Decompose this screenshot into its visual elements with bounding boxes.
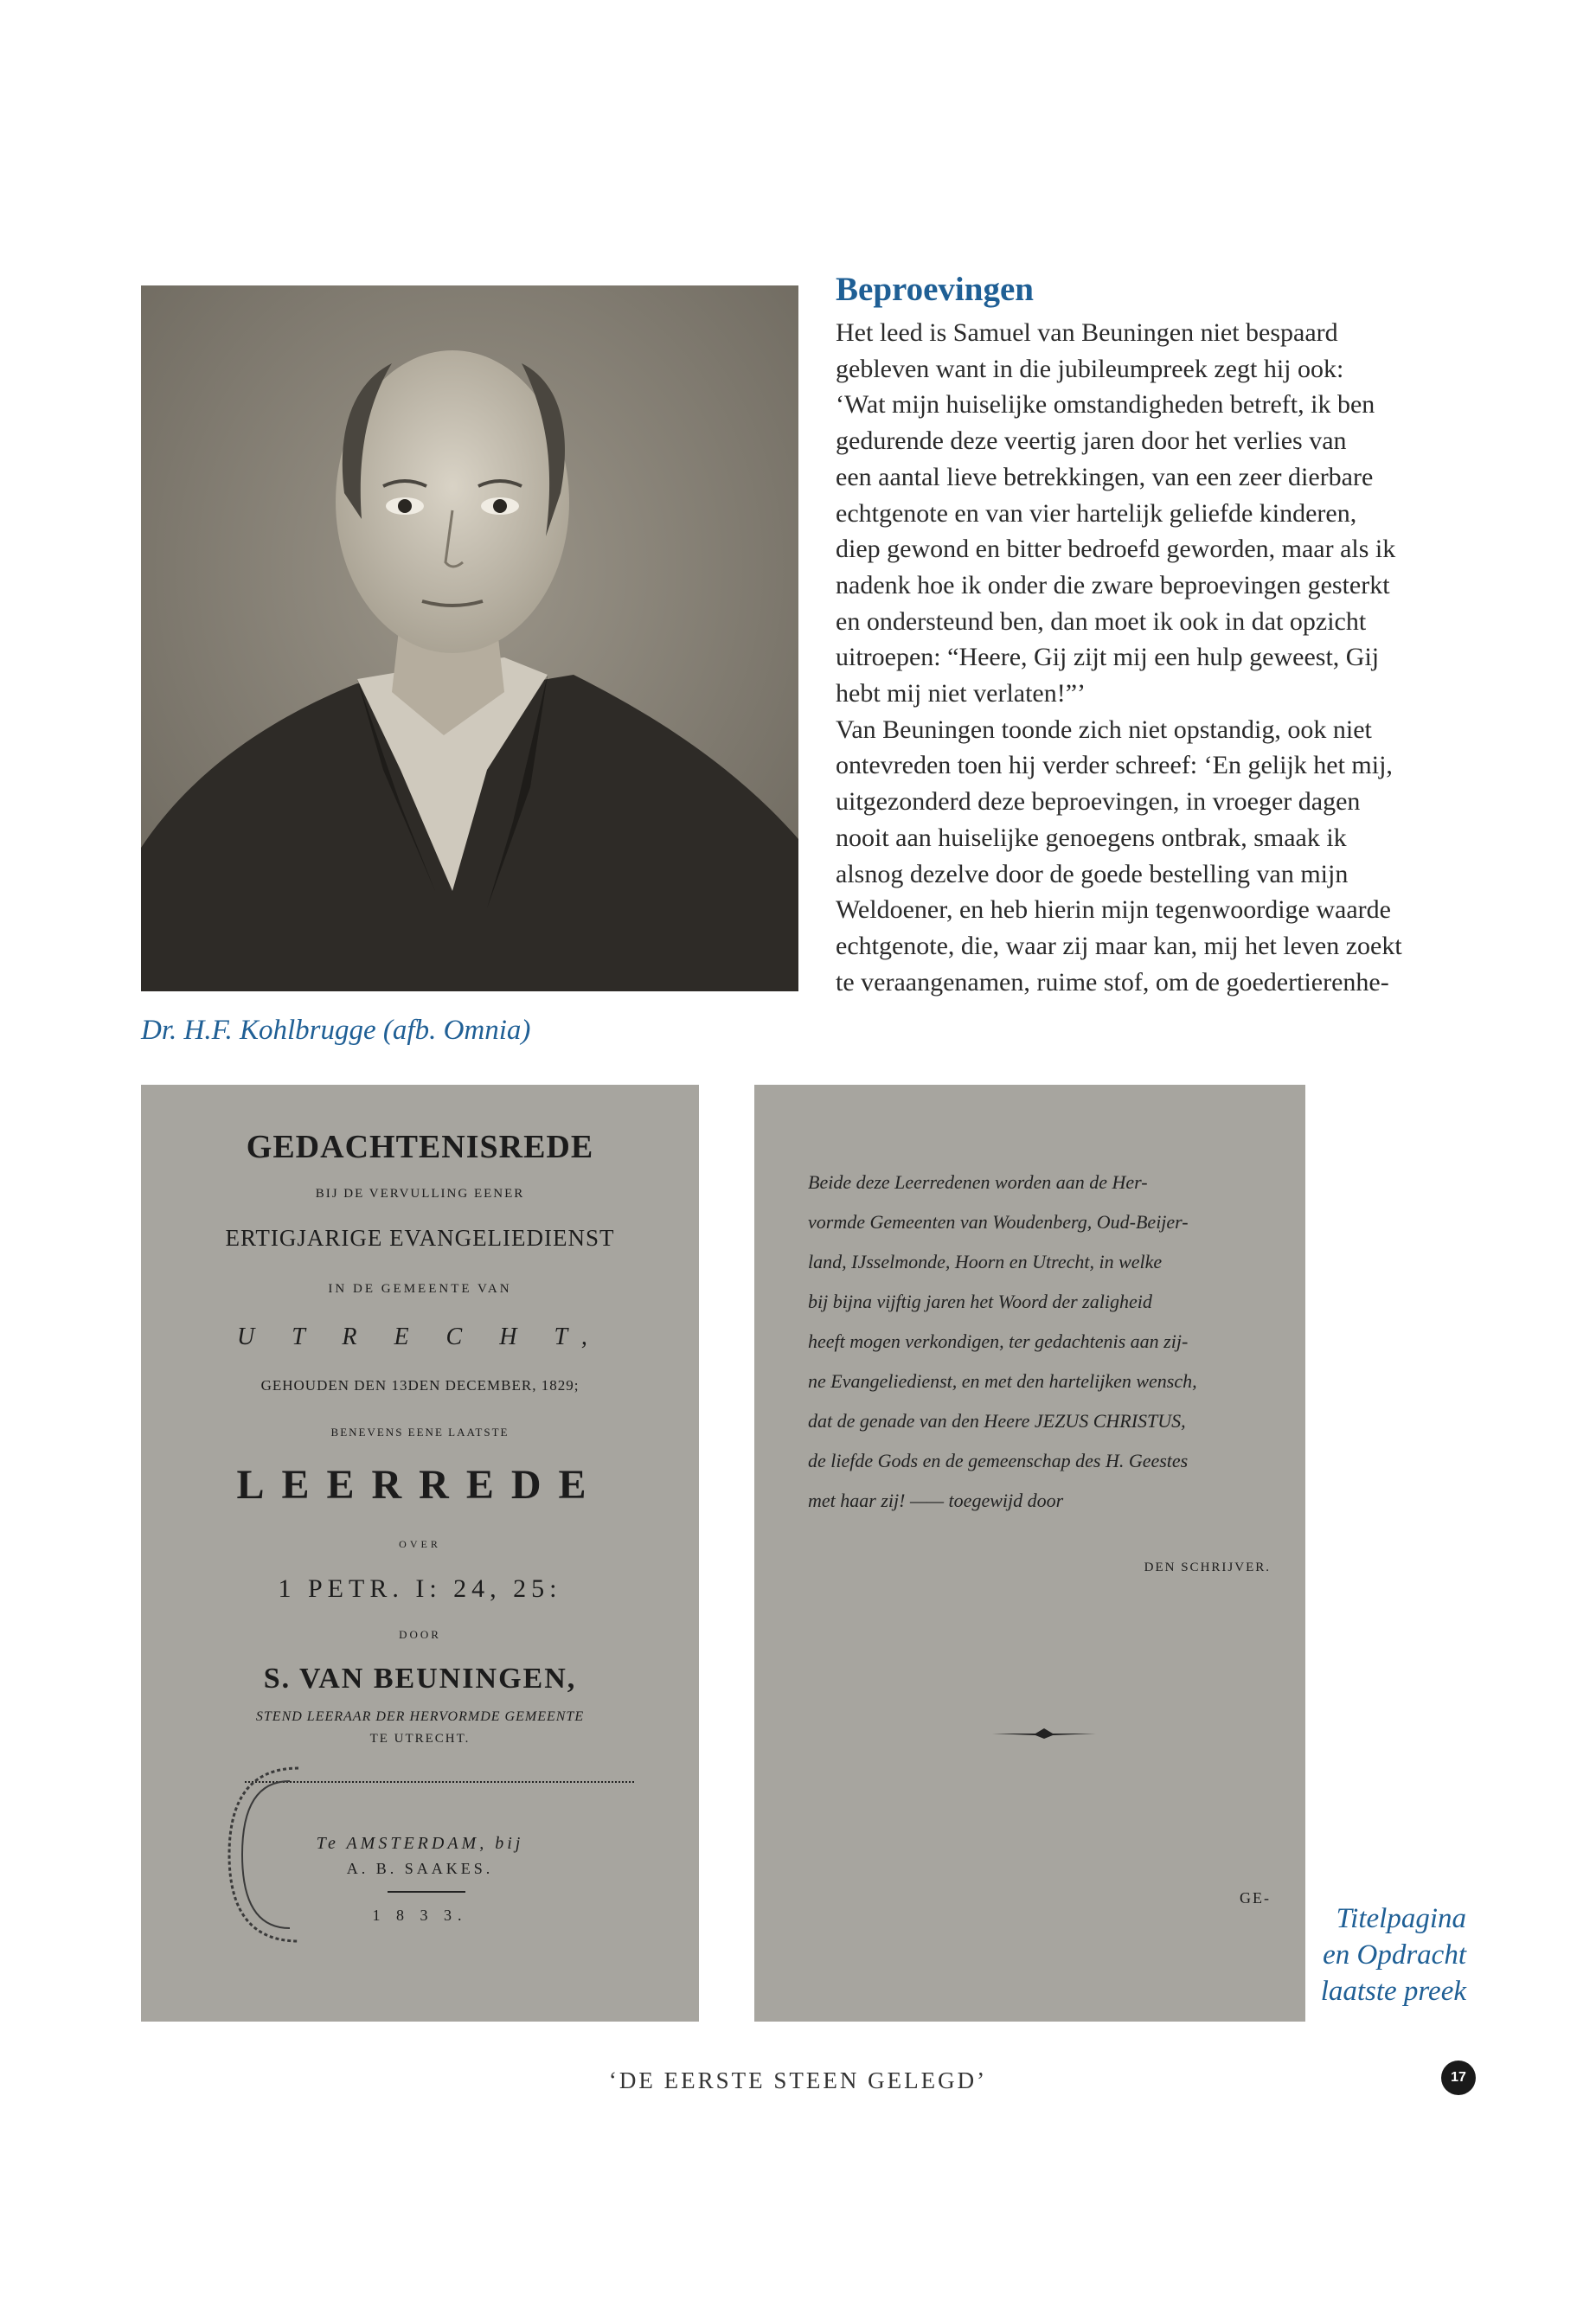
article-line: nooit aan huiselijke genoegens ontbrak, smaak ik — [836, 823, 1347, 852]
title-page-line: A. B. SAAKES. — [346, 1860, 494, 1877]
title-page-line: GEHOUDEN DEN 13DEN DECEMBER, 1829; — [260, 1377, 580, 1394]
scan-caption-line: Titelpagina — [1336, 1903, 1466, 1934]
title-page-scan — [141, 1085, 699, 2022]
title-page-line: U T R E C H T, — [237, 1324, 603, 1350]
dedication-line: Beide deze Leerredenen worden aan de Her- — [808, 1171, 1148, 1193]
dedication-line: land, IJsselmonde, Hoorn en Utrecht, in welke — [808, 1251, 1163, 1272]
title-page-line: Te AMSTERDAM, bij — [316, 1834, 524, 1853]
title-page-ornament — [383, 1888, 470, 1896]
title-page-line: STEND LEERAAR DER HERVORMDE GEMEENTE — [255, 1709, 585, 1724]
title-page-line: LEERREDE — [236, 1462, 604, 1508]
scan-caption-line: laatste preek — [1320, 1976, 1466, 2007]
dedication-line: ne Evangeliedienst, en met den hartelijken wensch, — [808, 1370, 1197, 1392]
running-footer: ‘DE EERSTE STEEN GELEGD’ — [608, 2067, 988, 2093]
article-line: en ondersteund ben, dan moet ik ook in dat opzicht — [836, 606, 1367, 636]
article-line: een aantal lieve betrekkingen, van een zeer dierbare — [836, 462, 1374, 491]
article-line: ontevreden toen hij verder schreef: ‘En gelijk het mij, — [836, 751, 1393, 780]
article-line: nadenk hoe ik onder die zware beproevingen gesterkt — [836, 570, 1390, 599]
title-page-line: BIJ DE VERVULLING EENER — [315, 1187, 525, 1201]
article-line: te veraangenamen, ruime stof, om de goedertierenhe- — [836, 967, 1389, 997]
article-line: echtgenote, die, waar zij maar kan, mij het leven zoekt — [836, 931, 1402, 960]
article-line: hebt mij niet verlaten!”’ — [836, 679, 1086, 708]
title-page-line: ERTIGJARIGE EVANGELIEDIENST — [225, 1225, 615, 1251]
article-line: gedurende deze veertig jaren door het verlies van — [836, 426, 1347, 456]
title-page-line: DOOR — [399, 1628, 441, 1641]
page-number: 17 — [1441, 2061, 1476, 2095]
article-line: uitroepen: “Heere, Gij zijt mij een hulp geweest, Gij — [836, 643, 1380, 672]
article-line: gebleven want in die jubileumpreek zegt hij ook: — [836, 354, 1344, 383]
article-line: Weldoener, en heb hierin mijn tegenwoordige waarde — [836, 895, 1391, 925]
article — [836, 270, 1493, 1000]
article-line: Het leed is Samuel van Beuningen niet bespaard — [836, 318, 1338, 347]
article-line: ‘Wat mijn huiselijke omstandigheden betreft, ik ben — [836, 390, 1375, 420]
dedication-line: met haar zij! —— toegewijd door — [808, 1490, 1064, 1511]
portrait-illustration — [141, 285, 798, 991]
title-page-line: 1 PETR. I: 24, 25: — [278, 1574, 562, 1603]
dedication-line: dat de genade van den Heere JEZUS CHRISTUS, — [808, 1410, 1186, 1432]
article-line: alsnog dezelve door de goede bestelling van mijn — [836, 859, 1349, 888]
scan-caption-line: en Opdracht — [1323, 1939, 1466, 1971]
title-page-author: S. VAN BEUNINGEN, — [263, 1663, 577, 1695]
article-line: echtgenote en van vier hartelijk geliefde kinderen, — [836, 498, 1357, 528]
dedication-catchword: GE- — [1240, 1889, 1271, 1907]
article-line: uitgezonderd deze beproevingen, in vroeger dagen — [836, 787, 1361, 817]
title-page-line: BENEVENS EENE LAATSTE — [330, 1426, 510, 1439]
dedication-line: bij bijna vijftig jaren het Woord der zaligheid — [808, 1291, 1152, 1312]
portrait-photo — [141, 285, 798, 991]
article-line: diep gewond en bitter bedroefd geworden, maar als ik — [836, 535, 1396, 564]
dedication-signature: DEN SCHRIJVER. — [1144, 1561, 1271, 1574]
title-page-title: GEDACHTENISREDE — [246, 1129, 594, 1165]
title-page-line: 1 8 3 3. — [372, 1907, 468, 1924]
dedication-ornament — [988, 1725, 1100, 1742]
scan-caption — [1311, 1900, 1466, 2009]
title-page-line: OVER — [399, 1538, 441, 1550]
title-page-line: TE UTRECHT. — [369, 1732, 471, 1746]
dedication-line: de liefde Gods en de gemeenschap des H. Geestes — [808, 1450, 1189, 1471]
article-line: Van Beuningen toonde zich niet opstandig, ook niet — [836, 715, 1372, 744]
dedication-scan — [754, 1085, 1305, 2022]
dedication-line: heeft mogen verkondigen, ter gedachtenis aan zij- — [808, 1330, 1189, 1352]
dedication-line: vormde Gemeenten van Woudenberg, Oud-Beijer- — [808, 1211, 1189, 1233]
title-page-line: IN DE GEMEENTE VAN — [328, 1282, 512, 1296]
article-heading: Beproevingen — [836, 271, 1034, 308]
portrait-caption: Dr. H.F. Kohlbrugge (afb. Omnia) — [141, 1015, 531, 1046]
